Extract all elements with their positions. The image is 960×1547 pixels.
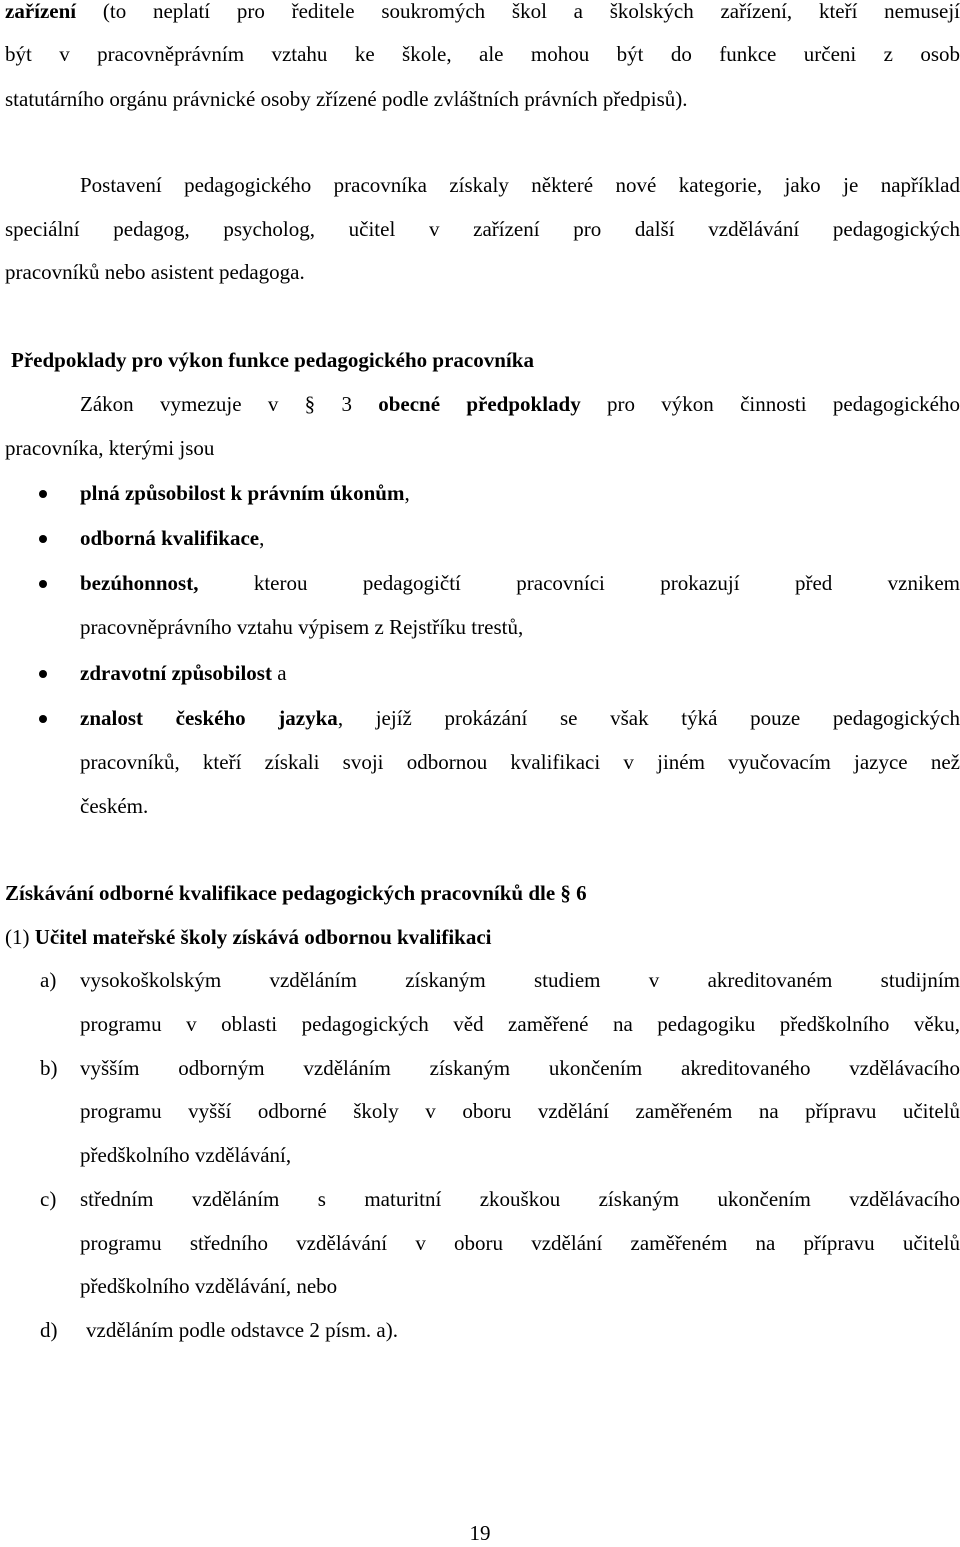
- item-b-line1: vyšším odborným vzděláním získaným ukončením akreditovaného vzdělávacího: [80, 1056, 960, 1080]
- bullet-dot: [39, 670, 47, 678]
- para2-line1: Postavení pedagogického pracovníka získaly některé nové kategorie, jako je například: [80, 173, 960, 197]
- list-label-c: c): [40, 1187, 57, 1211]
- bullet-dot: [39, 580, 47, 588]
- bullet-item-czech-line2: pracovníků, kteří získali svoji odbornou kvalifikaci v jiném vyučovacím jazyce než: [80, 750, 960, 774]
- item-d-line1: vzděláním podle odstavce 2 písm. a).: [86, 1318, 398, 1342]
- section1-intro-line2: pracovníka, kterými jsou: [5, 436, 215, 460]
- bullet-dot: [39, 715, 47, 723]
- bullet-item-legal-capacity: plná způsobilost k právním úkonům,: [80, 481, 410, 505]
- list-label-b: b): [40, 1056, 58, 1080]
- para2-line3: pracovníků nebo asistent pedagoga.: [5, 260, 305, 284]
- bullet-item-integrity-line2: pracovněprávního vztahu výpisem z Rejstříku trestů,: [80, 615, 524, 639]
- bullet-dot: [39, 535, 47, 543]
- bullet-dot: [39, 490, 47, 498]
- bullet-item-health: zdravotní způsobilost a: [80, 661, 287, 685]
- bullet-item-czech-line3: českém.: [80, 794, 149, 818]
- item-a-line2: programu v oblasti pedagogických věd zaměřené na pedagogiku předškolního věku,: [80, 1012, 960, 1036]
- para1-line3: statutárního orgánu právnické osoby zřízené podle zvláštních právních předpisů).: [5, 87, 688, 111]
- para1-line2: být v pracovněprávním vztahu ke škole, ale mohou být do funkce určeni z osob: [5, 42, 960, 66]
- section1-intro-line1: Zákon vymezuje v § 3 obecné předpoklady pro výkon činnosti pedagogického: [80, 392, 960, 416]
- bullet-item-czech: znalost českého jazyka, jejíž prokázání se však týká pouze pedagogických: [80, 706, 960, 730]
- item-b-line3: předškolního vzdělávání,: [80, 1143, 292, 1167]
- section1-heading: Předpoklady pro výkon funkce pedagogického pracovníka: [11, 348, 534, 372]
- list-label-d: d): [40, 1318, 58, 1342]
- item-c-line2: programu středního vzdělávání v oboru vzdělání zaměřeném na přípravu učitelů: [80, 1231, 960, 1255]
- item-a-line1: vysokoškolským vzděláním získaným studiem v akreditovaném studijním: [80, 968, 960, 992]
- item-c-line3: předškolního vzdělávání, nebo: [80, 1274, 338, 1298]
- item-c-line1: středním vzděláním s maturitní zkouškou získaným ukončením vzdělávacího: [80, 1187, 960, 1211]
- section2-heading: Získávání odborné kvalifikace pedagogických pracovníků dle § 6: [5, 881, 587, 905]
- para1-line1: zařízení (to neplatí pro ředitele soukromých škol a školských zařízení, kteří nemusejí: [5, 0, 960, 23]
- page-number: 19: [469, 1521, 491, 1545]
- item-b-line2: programu vyšší odborné školy v oboru vzdělání zaměřeném na přípravu učitelů: [80, 1099, 960, 1123]
- section2-subheading: (1) Učitel mateřské školy získává odbornou kvalifikaci: [5, 925, 492, 949]
- bullet-item-integrity: bezúhonnost, kterou pedagogičtí pracovníci prokazují před vznikem: [80, 571, 960, 595]
- para2-line2: speciální pedagog, psycholog, učitel v zařízení pro další vzdělávání pedagogických: [5, 217, 960, 241]
- list-label-a: a): [40, 968, 57, 992]
- bullet-item-qualification: odborná kvalifikace,: [80, 526, 265, 550]
